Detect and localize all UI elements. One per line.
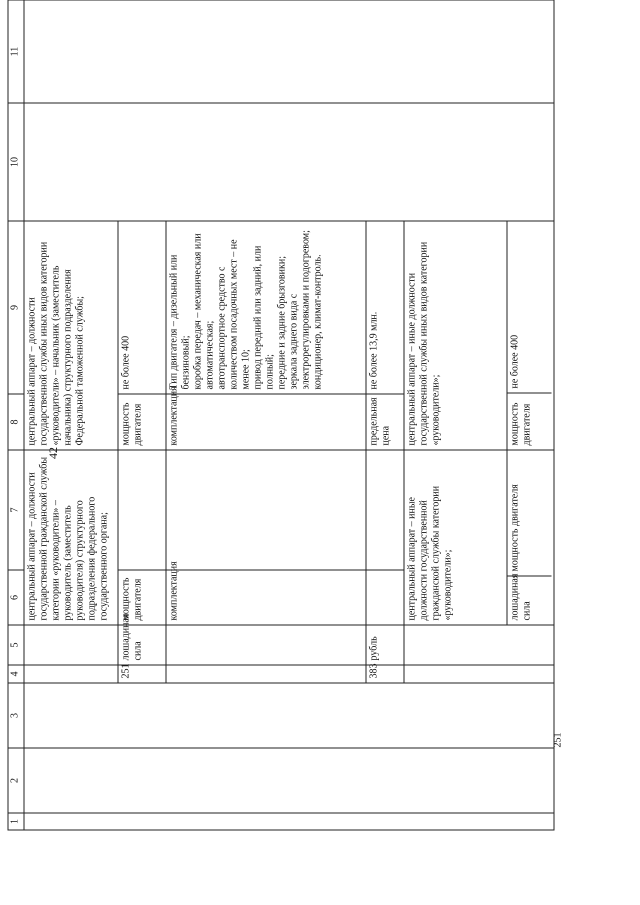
list-item: передние и задние брызговики;: [276, 256, 288, 390]
org-description: центральный аппарат – иные должности государственной гражданской службы категории «руководители»;: [405, 451, 508, 625]
characteristic-value: не более 400: [509, 334, 521, 389]
code-cell: 251: [118, 665, 166, 683]
header-cell: 5: [8, 625, 24, 665]
list-item: кондиционер, климат-контроль.: [312, 254, 324, 390]
header-cell: 4: [8, 665, 24, 683]
requirements-table: [8, 0, 555, 831]
characteristic-name: мощность двигателя: [118, 570, 166, 625]
characteristic-name: мощность двигателя: [509, 484, 521, 572]
list-item: Тип двигателя – дизельный или бензиновый;: [168, 254, 192, 390]
list-item: привод передний или задний, или полный;: [252, 245, 276, 390]
characteristic-name: мощность двигателя: [508, 393, 552, 450]
characteristic-name: мощность двигателя: [118, 394, 166, 450]
org-description-customs: центральный аппарат – должности государственной службы иных видов категории «руководители» – начальник (заместитель начальника) структурного подразделения Федеральной таможенной службы;: [24, 221, 118, 450]
list-item: коробка передач – механическая или автоматическая;: [192, 233, 216, 390]
unit-cell: лошадиная сила: [118, 625, 166, 665]
header-cell: 1: [8, 813, 24, 830]
org-description: центральный аппарат – должности государственной гражданской службы категории «руководители» – руководитель (заместитель руководителя) структурного подразделения федерального государственного органа;: [24, 450, 118, 625]
header-cell: 8: [8, 394, 24, 450]
header-cell: 7: [8, 450, 24, 570]
equipment-list: [166, 221, 366, 394]
list-item: автотранспортное средство с количеством посадочных мест – не менее 10;: [216, 239, 252, 390]
characteristic-value: не более 400: [118, 221, 166, 394]
header-cell: 11: [8, 0, 24, 103]
characteristic-name: комплектация: [166, 570, 366, 625]
list-item: зеркала заднего вида с электрорегулировками и подогревом;: [288, 230, 312, 390]
table-row: [24, 0, 118, 830]
header-cell: 9: [8, 221, 24, 394]
org-description-customs: центральный аппарат – иные должности государственной службы иных видов категории «руководители»;: [405, 222, 508, 450]
code-cell: 383: [366, 665, 404, 683]
page-number: 42: [46, 447, 60, 459]
header-cell: 2: [8, 748, 24, 813]
header-cell: 10: [8, 103, 24, 221]
characteristic-name: предельная цена: [366, 394, 404, 450]
unit-cell: лошадиная сила: [508, 576, 552, 625]
header-cell: 3: [8, 683, 24, 748]
header-row: [8, 0, 24, 830]
document-table-sheet: [8, 1, 593, 831]
characteristic-name: комплектация: [166, 394, 366, 450]
header-cell: 6: [8, 570, 24, 625]
unit-cell: рубль: [366, 625, 404, 665]
code-cell: 251: [552, 732, 564, 748]
characteristic-value: не более 13,9 млн.: [366, 221, 404, 394]
